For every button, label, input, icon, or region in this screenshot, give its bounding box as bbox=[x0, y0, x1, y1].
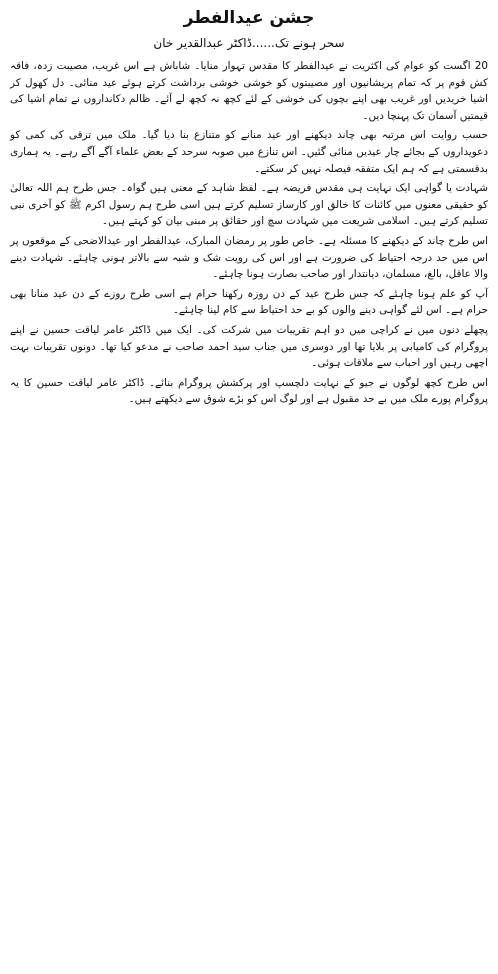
article-paragraph: اس طرح چاند کے دیکھنے کا مسئلہ ہے۔ خاص طور پر رمضان المبارک، عیدالفطر اور عیدالاضحی کے موقعوں پر اس میں حد درجہ احتیاط کی ضرورت ہے اور اس کی رویت شک و شبہ سے بالاتر ہونی چاہئے۔ شہادت دینے والا عاقل، بالغ، مسلمان، دیانتدار اور صاحب بصارت ہونا چاہئے۔ bbox=[10, 234, 488, 281]
article-paragraph: اس طرح کچھ لوگوں نے جیو کے نہایت دلچسپ اور پرکشش پروگرام بنائے۔ ڈاکٹر عامر لیاقت حسین کا یہ پروگرام پورے ملک میں بے حد مقبول ہے اور لوگ اس کو بڑے شوق سے دیکھتے ہیں۔ bbox=[10, 376, 488, 406]
article-byline: سحر ہونے تک......ڈاکٹر عبدالقدیر خان bbox=[153, 36, 345, 50]
article-title: جشن عیدالفطر bbox=[183, 8, 315, 28]
article-paragraph: حسب روایت اس مرتبہ بھی چاند دیکھنے اور عید منانے کو متنازع بنا دیا گیا۔ ملک میں ترقی کی کمی کو دعویداروں کے بجائے چار عیدیں منائی گئیں۔ اس تنازع میں صوبہ سرحد کے بعض علماء آگے آگے رہے۔ یہ ہماری بدقسمتی ہے کہ ہم ایک متفقہ فیصلہ نہیں کر سکتے۔ bbox=[10, 129, 488, 175]
article-paragraph: آپ کو علم ہونا چاہئے کہ جس طرح عید کے دن روزہ رکھنا حرام ہے اسی طرح روزے کے دن عید منانا بھی حرام ہے۔ اس لئے گواہی دینے والوں کو بے حد احتیاط سے کام لینا چاہئے۔ bbox=[10, 287, 488, 317]
article-paragraph: پچھلے دنوں میں نے کراچی میں دو اہم تقریبات میں شرکت کی۔ ایک میں ڈاکٹر عامر لیاقت حسین نے اپنے پروگرام کی کامیابی پر بلایا تھا اور دوسری میں جناب سید احمد صاحب نے مدعو کیا تھا۔ دونوں تقریبات بہت اچھی رہیں اور احباب سے ملاقات ہوئی۔ bbox=[10, 323, 488, 370]
article-paragraph: 20 اگست کو عوام کی اکثریت نے عیدالفطر کا مقدس تہوار منایا۔ شاباش ہے اس غریب، مصیبت زدہ، فاقہ کش قوم پر کہ تمام پریشانیوں اور مصیبتوں کو خوشی خوشی برداشت کرتے ہوئے عید منائی۔ دل کھول کر اشیا خریدیں اور غریب بھی اپنے بچوں کی خوشی کے لئے کچھ نہ کچھ لے آئے۔ ظالم دکانداروں نے تمام اشیا کی قیمتیں آسمان تک پہنچا دیں۔ bbox=[10, 60, 488, 122]
article-paragraph: شہادت یا گواہی ایک نہایت ہی مقدس فریضہ ہے۔ لفظ شاہد کے معنی ہیں گواہ۔ جس طرح ہم اللہ تعالیٰ کو حقیقی معنوں میں کائنات کا خالق اور کارساز تسلیم کرتے ہیں اسی طرح ہم رسول اکرم ﷺ کو آخری نبی تسلیم کرتے ہیں۔ اسلامی شریعت میں شہادت سچ اور حقائق پر مبنی بیان کو کہتے ہیں۔ bbox=[10, 182, 488, 228]
